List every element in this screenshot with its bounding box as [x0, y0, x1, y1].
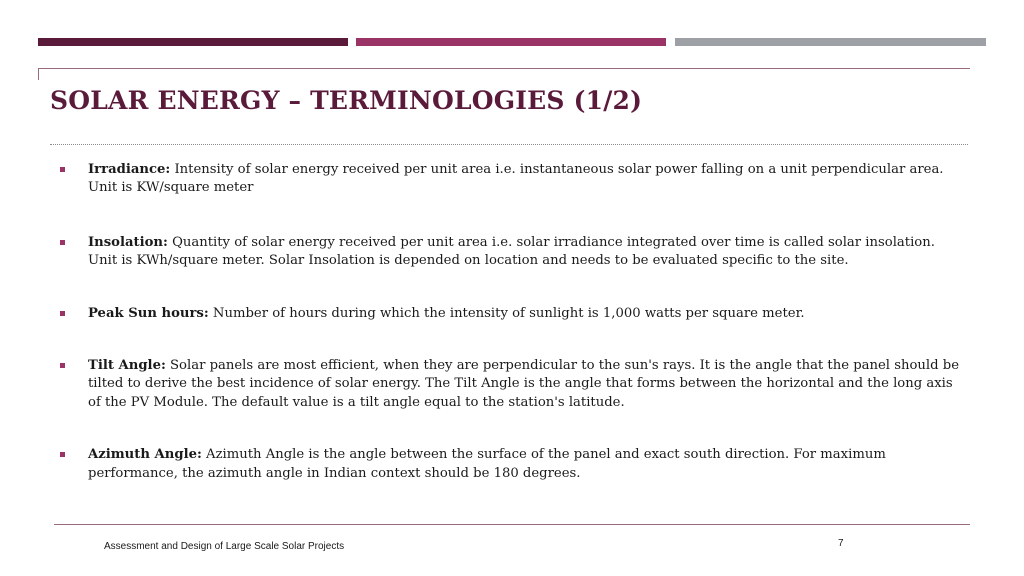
frame-top-line	[38, 68, 970, 69]
term-description: Intensity of solar energy received per unit area i.e. instantaneous solar power falling on a unit perpendicular area. Unit is KW/square meter	[88, 162, 944, 196]
bullet-marker-icon	[60, 311, 65, 316]
page-number: 7	[838, 538, 844, 549]
bullet-insolation	[60, 234, 960, 271]
bullet-marker-icon	[60, 452, 65, 457]
bullet-marker-icon	[60, 363, 65, 368]
bullet-marker-icon	[60, 240, 65, 245]
term-label: Tilt Angle:	[88, 358, 166, 374]
bullet-azimuth-angle	[60, 446, 960, 483]
title-divider	[50, 144, 968, 145]
bullet-marker-icon	[60, 167, 65, 172]
term-description: Azimuth Angle is the angle between the surface of the panel and exact south direction. For maximum performance, the azimuth angle in Indian context should be 180 degrees.	[88, 447, 886, 481]
term-label: Azimuth Angle:	[88, 447, 202, 463]
frame-corner-line	[38, 68, 39, 80]
bullet-peak-sun-hours	[60, 305, 960, 323]
bullet-tilt-angle	[60, 357, 960, 412]
header-bar-gray	[675, 38, 986, 46]
term-description: Number of hours during which the intensity of sunlight is 1,000 watts per square meter.	[208, 305, 805, 321]
bullet-list	[60, 161, 960, 483]
term-description: Quantity of solar energy received per unit area i.e. solar irradiance integrated over time is called solar insolation. Unit is KWh/square meter. Solar Insolation is depended on location and needs to be evaluated specific to the site.	[88, 234, 935, 269]
header-bar-accent	[356, 38, 666, 46]
term-description: Solar panels are most efficient, when they are perpendicular to the sun's rays. It is the angle that the panel should be tilted to derive the best incidence of solar energy. The Tilt Angle is the angle that forms between the horizontal and the long axis of the PV Module. The default value is a tilt angle equal to the station's latitude.	[88, 358, 960, 410]
term-label: Peak Sun hours:	[88, 305, 209, 321]
footer-title: Assessment and Design of Large Scale Solar Projects	[104, 541, 345, 552]
header-bar-dark	[38, 38, 348, 46]
slide-title: SOLAR ENERGY – TERMINOLOGIES (1/2)	[50, 86, 643, 115]
term-label: Insolation:	[88, 234, 168, 250]
bullet-irradiance	[60, 161, 960, 198]
footer-divider	[54, 524, 970, 525]
term-label: Irradiance:	[88, 162, 171, 177]
